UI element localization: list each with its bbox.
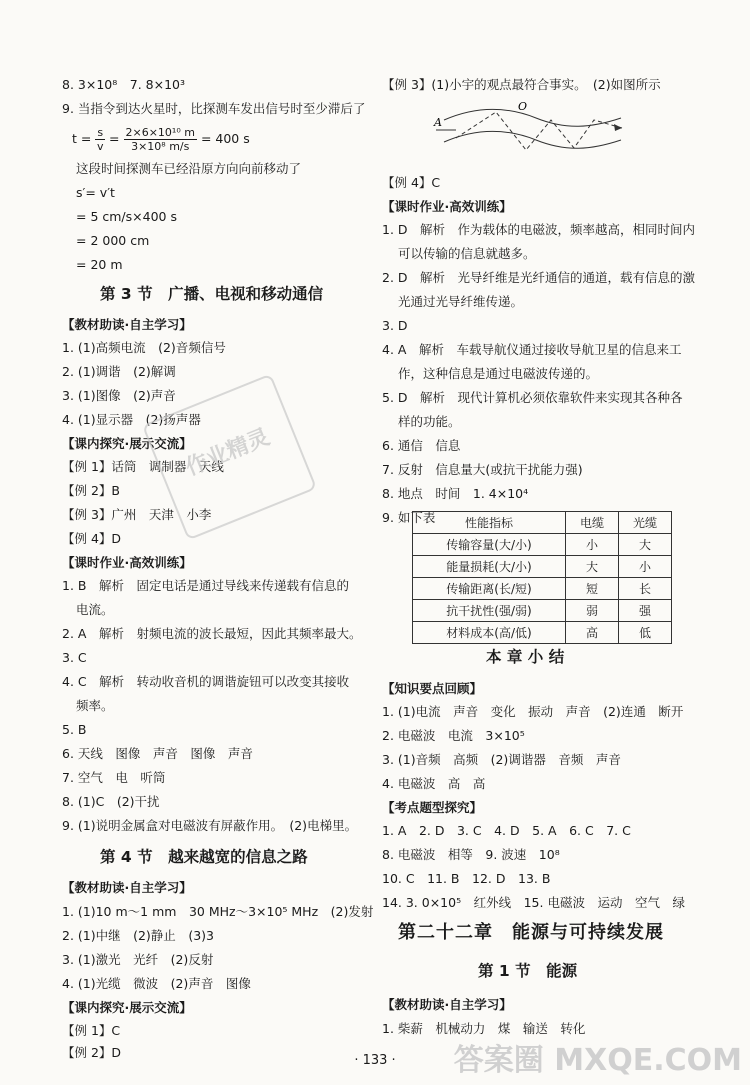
table-cell: 大 [619,534,672,556]
answer-line: 8. 电磁波 相等 9. 波速 10⁸ [382,847,560,862]
answer-line: 6. 天线 图像 声音 图像 声音 [62,746,253,761]
answer-line: 2. A 解析 射频电流的波长最短，因此其频率最大。 [62,626,362,641]
label-o: O [518,100,528,113]
answer-line: 8. 地点 时间 1. 4×10⁴ [382,486,529,501]
answer-line: 4. (1)显示器 (2)扬声器 [62,412,201,427]
answer-line: 样的功能。 [398,414,461,429]
chapter-22-title: 第二十二章 能源与可持续发展 [398,922,664,943]
example-line: 【例 1】话筒 调制器 天线 [62,459,224,474]
answer-line: 4. C 解析 转动收音机的调谐旋钮可以改变其接收 [62,674,350,689]
table-header-cell: 电缆 [566,512,619,534]
answer-line: 3. (1)音频 高频 (2)调谐器 音频 声音 [382,752,621,767]
table-row [413,622,672,644]
arrow-icon [614,124,622,131]
example-line: 【例 2】B [62,483,121,498]
example-line: 【例 2】D [62,1045,122,1060]
answer-line: 9. 如下表 [382,510,436,525]
example-line: 【例 1】C [62,1023,121,1038]
answer-line: 频率。 [76,698,114,713]
answer-line: 1. 柴薪 机械动力 煤 输送 转化 [382,1021,586,1036]
table-cell: 小 [566,534,619,556]
answer-line: 3. C [62,650,87,665]
section-header: 【考点题型探究】 [382,800,483,815]
answer-line: 6. 通信 信息 [382,438,461,453]
answer-line: 3. (1)图像 (2)声音 [62,388,176,403]
formula-line: = 2 000 cm [76,233,150,248]
section-header: 【课内探究·展示交流】 [62,436,192,451]
answer-line: 1. (1)10 m～1 mm 30 MHz～3×10⁵ MHz (2)发射 [62,904,374,919]
answer-line: 7. 空气 电 听筒 [62,770,166,785]
table-row [413,600,672,622]
table-cell: 抗干扰性(强/弱) [413,600,566,622]
example-line: 【例 4】D [62,531,122,546]
answer-line: 5. D 解析 现代计算机必须依靠软件来实现其各种各 [382,390,683,405]
answer-line: 4. 电磁波 高 高 [382,776,486,791]
table-header-row [413,512,672,534]
section-header: 【课内探究·展示交流】 [62,1000,192,1015]
answer-line: 2. 电磁波 电流 3×10⁵ [382,728,525,743]
answer-line: 电流。 [76,602,114,617]
formula-t: t = $\frac{s}{v}$ = $\frac{\text{2×6×10¹⁰ m}}{\text{3×10⁸ m/s}}$ = 400 s [72,126,250,153]
text-line: 这段时间探测车已经沿原方向向前移动了 [76,161,302,176]
answer-8: 8. 3×10⁸ 7. 8×10³ [62,77,185,92]
section-header: 【课时作业·高效训练】 [382,199,512,214]
answer-line: 作，这种信息是通过电磁波传递的。 [398,366,599,381]
answer-line: 14. 3. 0×10⁵ 红外线 15. 电磁波 运动 空气 绿 [382,895,685,910]
table-header-cell: 性能指标 [413,512,566,534]
answer-line: 2. D 解析 光导纤维是光纤通信的通道，载有信息的激 [382,270,696,285]
table-cell: 小 [619,556,672,578]
fiber-lower-edge [444,131,621,148]
section-3-title: 第 3 节 广播、电视和移动通信 [100,285,324,303]
table-cell: 大 [566,556,619,578]
fiber-upper-edge [444,109,621,126]
label-a: A [434,116,442,129]
performance-table [412,511,672,644]
answer-line: 1. B 解析 固定电话是通过导线来传递载有信息的 [62,578,349,593]
answer-line: 3. D [382,318,408,333]
answer-line: 5. B [62,722,87,737]
answer-line: 10. C 11. B 12. D 13. B [382,871,551,886]
table-cell: 短 [566,578,619,600]
answer-line: 2. (1)调谐 (2)解调 [62,364,176,379]
answer-line: 3. (1)激光 光纤 (2)反射 [62,952,214,967]
table-cell: 强 [619,600,672,622]
answer-line: 1. (1)电流 声音 变化 振动 声音 (2)连通 断开 [382,704,684,719]
example-line: 【例 3】广州 天津 小李 [62,507,212,522]
light-path-diagram [436,98,626,172]
table-cell: 传输容量(大/小) [413,534,566,556]
formula-line: = 20 m [76,257,123,272]
section-4-title: 第 4 节 越来越宽的信息之路 [100,848,308,866]
answer-line: 9. (1)说明金属盒对电磁波有屏蔽作用。 (2)电梯里。 [62,818,358,833]
table-row [413,534,672,556]
answer-line: 1. A 2. D 3. C 4. D 5. A 6. C 7. C [382,823,631,838]
answer-line: 1. D 解析 作为载体的电磁波，频率越高，相同时间内 [382,222,696,237]
section-header: 【教材助读·自主学习】 [62,317,192,332]
table-row [413,556,672,578]
table-cell: 长 [619,578,672,600]
answer-line: 4. A 解析 车载导航仪通过接收导航卫星的信息来工 [382,342,682,357]
section-header: 【教材助读·自主学习】 [382,997,512,1012]
table-cell: 能量损耗(大/小) [413,556,566,578]
stamp-logo: 作业精灵 [142,373,317,540]
section-header: 【知识要点回顾】 [382,681,483,696]
section-1-title: 第 1 节 能源 [478,962,578,980]
table-cell: 低 [619,622,672,644]
page-number: · 133 · [354,1053,396,1068]
answer-line: 2. (1)中继 (2)静止 (3)3 [62,928,214,943]
answer-line: 可以传输的信息就越多。 [398,246,536,261]
answer-line: 8. (1)C (2)干扰 [62,794,160,809]
answer-line: 7. 反射 信息量大(或抗干扰能力强) [382,462,583,477]
light-ray [456,112,622,150]
answer-line: 光通过光导纤维传递。 [398,294,524,309]
answer-9: 9. 当指令到达火星时，比探测车发出信号时至少滞后了 [62,101,366,116]
formula-s: s′= v′t [76,185,115,200]
example-line: 【例 3】(1)小宇的观点最符合事实。 (2)如图所示 [382,77,661,92]
answer-line: 1. (1)高频电流 (2)音频信号 [62,340,226,355]
table-header-cell: 光缆 [619,512,672,534]
formula-line: = 5 cm/s×400 s [76,209,177,224]
answer-line: 4. (1)光缆 微波 (2)声音 图像 [62,976,251,991]
table-cell: 弱 [566,600,619,622]
table-cell: 传输距离(长/短) [413,578,566,600]
section-header: 【教材助读·自主学习】 [62,880,192,895]
table-cell: 材料成本(高/低) [413,622,566,644]
table-cell: 高 [566,622,619,644]
chapter-summary-title: 本 章 小 结 [486,648,565,666]
section-header: 【课时作业·高效训练】 [62,555,192,570]
example-line: 【例 4】C [382,175,441,190]
table-row [413,578,672,600]
watermark-logo: 答案圈 MXQE.COM [453,1043,742,1078]
